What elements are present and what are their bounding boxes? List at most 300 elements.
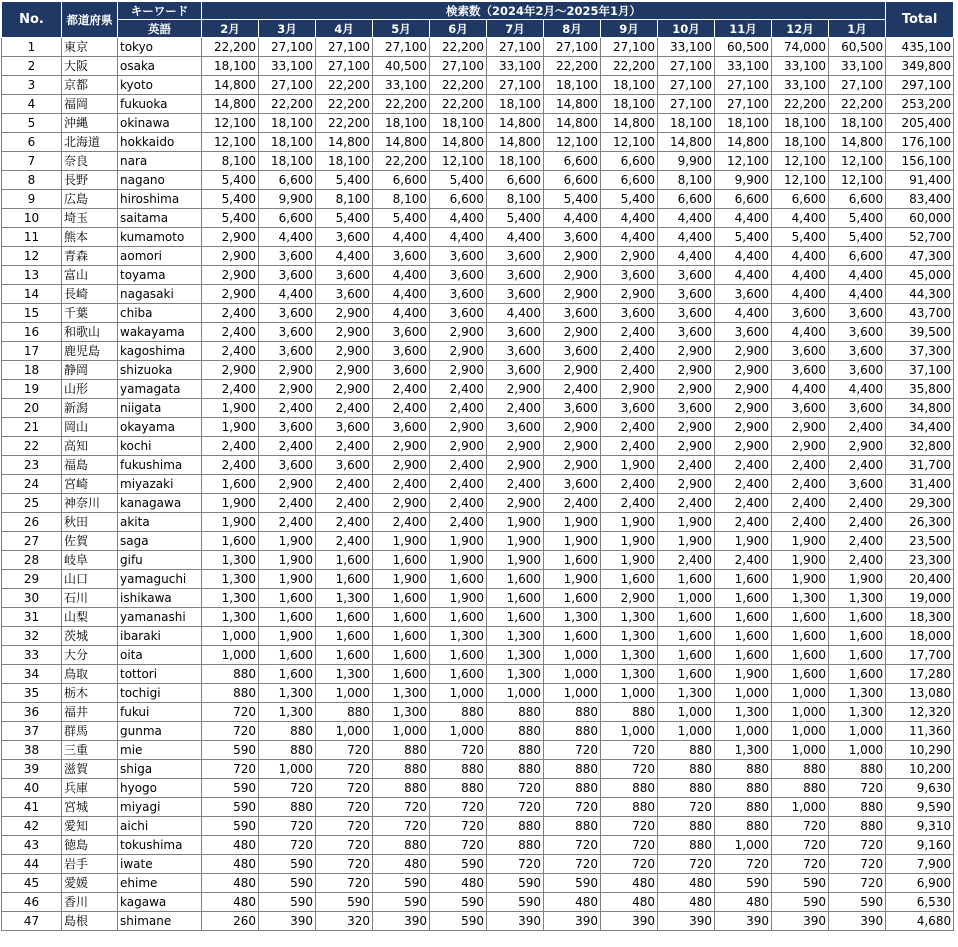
cell-month-value: 1,300 — [487, 646, 544, 665]
cell-prefecture: 佐賀 — [62, 532, 118, 551]
cell-month-value: 2,400 — [715, 494, 772, 513]
table-row — [2, 76, 954, 95]
cell-month-value: 22,200 — [373, 95, 430, 114]
cell-month-value: 2,400 — [259, 513, 316, 532]
cell-month-value: 5,400 — [829, 228, 886, 247]
cell-month-value: 1,000 — [202, 646, 259, 665]
cell-month-value: 2,400 — [772, 456, 829, 475]
cell-month-value: 4,400 — [715, 266, 772, 285]
cell-month-value: 2,900 — [715, 361, 772, 380]
cell-keyword: oita — [118, 646, 202, 665]
cell-month-value: 1,900 — [715, 665, 772, 684]
cell-month-value: 1,300 — [430, 627, 487, 646]
cell-month-value: 1,600 — [715, 608, 772, 627]
cell-month-value: 880 — [544, 760, 601, 779]
cell-month-value: 6,600 — [259, 171, 316, 190]
cell-month-value: 2,900 — [202, 361, 259, 380]
cell-month-value: 2,400 — [544, 494, 601, 513]
cell-month-value: 1,900 — [658, 532, 715, 551]
cell-month-value: 4,400 — [772, 266, 829, 285]
table-row — [2, 209, 954, 228]
cell-month-value: 720 — [430, 817, 487, 836]
cell-month-value: 2,900 — [316, 323, 373, 342]
cell-month-value: 720 — [772, 855, 829, 874]
cell-month-value: 33,100 — [259, 57, 316, 76]
cell-no: 13 — [2, 266, 62, 285]
cell-keyword: kyoto — [118, 76, 202, 95]
cell-total: 9,310 — [886, 817, 954, 836]
cell-month-value: 3,600 — [544, 475, 601, 494]
cell-month-value: 1,000 — [544, 646, 601, 665]
cell-month-value: 1,900 — [601, 513, 658, 532]
cell-month-value: 1,900 — [202, 494, 259, 513]
cell-month-value: 1,900 — [772, 532, 829, 551]
cell-keyword: nagasaki — [118, 285, 202, 304]
cell-month-value: 1,000 — [772, 741, 829, 760]
cell-month-value: 390 — [259, 912, 316, 931]
cell-no: 34 — [2, 665, 62, 684]
cell-no: 44 — [2, 855, 62, 874]
cell-month-value: 880 — [487, 703, 544, 722]
header-search-volume: 検索数（2024年2月～2025年1月） — [202, 2, 886, 20]
cell-month-value: 14,800 — [202, 95, 259, 114]
cell-prefecture: 高知 — [62, 437, 118, 456]
cell-month-value: 880 — [658, 836, 715, 855]
cell-month-value: 2,900 — [430, 342, 487, 361]
cell-month-value: 3,600 — [487, 266, 544, 285]
cell-month-value: 27,100 — [715, 95, 772, 114]
cell-no: 36 — [2, 703, 62, 722]
cell-keyword: ehime — [118, 874, 202, 893]
cell-month-value: 1,600 — [658, 627, 715, 646]
cell-month-value: 1,300 — [658, 684, 715, 703]
cell-prefecture: 熊本 — [62, 228, 118, 247]
cell-month-value: 480 — [715, 893, 772, 912]
cell-total: 156,100 — [886, 152, 954, 171]
cell-month-value: 1,600 — [373, 646, 430, 665]
cell-month-value: 2,900 — [544, 437, 601, 456]
cell-month-value: 2,900 — [715, 342, 772, 361]
table-row — [2, 247, 954, 266]
cell-month-value: 720 — [544, 798, 601, 817]
cell-month-value: 720 — [316, 855, 373, 874]
cell-no: 10 — [2, 209, 62, 228]
cell-total: 176,100 — [886, 133, 954, 152]
cell-month-value: 27,100 — [259, 76, 316, 95]
cell-month-value: 2,900 — [544, 285, 601, 304]
table-row — [2, 741, 954, 760]
cell-month-value: 590 — [259, 855, 316, 874]
cell-month-value: 480 — [658, 893, 715, 912]
cell-month-value: 2,900 — [430, 437, 487, 456]
cell-no: 42 — [2, 817, 62, 836]
cell-month-value: 40,500 — [373, 57, 430, 76]
cell-month-value: 2,900 — [658, 361, 715, 380]
cell-month-value: 2,900 — [316, 342, 373, 361]
cell-month-value: 14,800 — [658, 133, 715, 152]
cell-month-value: 6,600 — [715, 190, 772, 209]
cell-month-value: 1,600 — [772, 627, 829, 646]
cell-month-value: 22,200 — [316, 76, 373, 95]
cell-month-value: 590 — [487, 893, 544, 912]
cell-month-value: 4,400 — [316, 247, 373, 266]
cell-month-value: 1,300 — [829, 589, 886, 608]
cell-month-value: 1,600 — [373, 551, 430, 570]
cell-month-value: 720 — [829, 779, 886, 798]
cell-month-value: 880 — [259, 741, 316, 760]
cell-month-value: 1,600 — [430, 665, 487, 684]
cell-month-value: 1,000 — [829, 741, 886, 760]
cell-month-value: 27,100 — [430, 57, 487, 76]
cell-month-value: 2,900 — [259, 380, 316, 399]
cell-month-value: 3,600 — [487, 323, 544, 342]
cell-month-value: 260 — [202, 912, 259, 931]
cell-month-value: 3,600 — [259, 418, 316, 437]
cell-month-value: 390 — [544, 912, 601, 931]
cell-month-value: 880 — [544, 703, 601, 722]
cell-month-value: 3,600 — [658, 399, 715, 418]
cell-month-value: 5,400 — [829, 209, 886, 228]
cell-keyword: niigata — [118, 399, 202, 418]
cell-prefecture: 徳島 — [62, 836, 118, 855]
cell-month-value: 3,600 — [658, 323, 715, 342]
cell-prefecture: 三重 — [62, 741, 118, 760]
cell-month-value: 4,400 — [487, 228, 544, 247]
table-row — [2, 399, 954, 418]
cell-month-value: 2,400 — [829, 513, 886, 532]
cell-month-value: 2,400 — [715, 456, 772, 475]
table-row — [2, 513, 954, 532]
cell-month-value: 2,400 — [202, 437, 259, 456]
header-month: 4月 — [316, 20, 373, 38]
cell-month-value: 880 — [373, 760, 430, 779]
cell-month-value: 590 — [544, 874, 601, 893]
cell-month-value: 1,600 — [829, 665, 886, 684]
cell-month-value: 1,600 — [202, 532, 259, 551]
cell-month-value: 1,300 — [373, 703, 430, 722]
cell-month-value: 18,100 — [259, 133, 316, 152]
cell-keyword: nara — [118, 152, 202, 171]
cell-month-value: 2,400 — [658, 456, 715, 475]
search-volume-table — [1, 1, 954, 931]
cell-month-value: 22,200 — [430, 38, 487, 57]
cell-month-value: 3,600 — [373, 418, 430, 437]
cell-month-value: 1,300 — [373, 684, 430, 703]
cell-month-value: 720 — [601, 817, 658, 836]
cell-keyword: okayama — [118, 418, 202, 437]
cell-month-value: 1,000 — [772, 684, 829, 703]
cell-no: 33 — [2, 646, 62, 665]
cell-no: 41 — [2, 798, 62, 817]
cell-month-value: 2,400 — [202, 456, 259, 475]
table-row — [2, 684, 954, 703]
cell-total: 11,360 — [886, 722, 954, 741]
cell-month-value: 2,400 — [316, 494, 373, 513]
cell-month-value: 590 — [202, 798, 259, 817]
cell-month-value: 2,400 — [601, 475, 658, 494]
table-row — [2, 722, 954, 741]
cell-keyword: iwate — [118, 855, 202, 874]
cell-month-value: 390 — [487, 912, 544, 931]
cell-month-value: 1,900 — [487, 551, 544, 570]
cell-month-value: 390 — [658, 912, 715, 931]
cell-month-value: 3,600 — [658, 304, 715, 323]
cell-month-value: 3,600 — [259, 323, 316, 342]
cell-month-value: 5,400 — [715, 228, 772, 247]
cell-total: 6,900 — [886, 874, 954, 893]
cell-month-value: 6,600 — [658, 190, 715, 209]
cell-month-value: 22,200 — [373, 152, 430, 171]
cell-month-value: 2,400 — [259, 399, 316, 418]
cell-month-value: 27,100 — [658, 57, 715, 76]
cell-month-value: 590 — [430, 893, 487, 912]
cell-month-value: 720 — [601, 855, 658, 874]
cell-prefecture: 沖縄 — [62, 114, 118, 133]
cell-month-value: 4,400 — [829, 380, 886, 399]
cell-keyword: ishikawa — [118, 589, 202, 608]
cell-keyword: fukui — [118, 703, 202, 722]
cell-month-value: 2,900 — [202, 247, 259, 266]
cell-month-value: 880 — [487, 722, 544, 741]
cell-prefecture: 宮崎 — [62, 475, 118, 494]
cell-month-value: 4,400 — [430, 209, 487, 228]
cell-month-value: 1,300 — [715, 703, 772, 722]
cell-total: 17,280 — [886, 665, 954, 684]
cell-month-value: 3,600 — [373, 323, 430, 342]
cell-month-value: 480 — [202, 893, 259, 912]
cell-month-value: 880 — [430, 760, 487, 779]
table-row — [2, 95, 954, 114]
cell-month-value: 590 — [373, 893, 430, 912]
cell-total: 32,800 — [886, 437, 954, 456]
cell-month-value: 720 — [373, 817, 430, 836]
cell-month-value: 2,900 — [601, 589, 658, 608]
cell-month-value: 880 — [772, 779, 829, 798]
cell-month-value: 2,900 — [772, 437, 829, 456]
cell-month-value: 22,200 — [544, 57, 601, 76]
cell-month-value: 590 — [259, 893, 316, 912]
cell-month-value: 8,100 — [487, 190, 544, 209]
cell-month-value: 2,900 — [544, 418, 601, 437]
cell-month-value: 5,400 — [544, 190, 601, 209]
cell-total: 23,300 — [886, 551, 954, 570]
cell-month-value: 27,100 — [829, 76, 886, 95]
cell-prefecture: 群馬 — [62, 722, 118, 741]
cell-total: 31,400 — [886, 475, 954, 494]
cell-month-value: 590 — [715, 874, 772, 893]
cell-month-value: 8,100 — [373, 190, 430, 209]
cell-no: 28 — [2, 551, 62, 570]
cell-month-value: 33,100 — [715, 57, 772, 76]
cell-month-value: 1,900 — [829, 570, 886, 589]
cell-month-value: 1,600 — [202, 475, 259, 494]
cell-total: 297,100 — [886, 76, 954, 95]
cell-month-value: 1,000 — [658, 589, 715, 608]
cell-month-value: 720 — [772, 836, 829, 855]
cell-total: 43,700 — [886, 304, 954, 323]
cell-month-value: 1,300 — [829, 703, 886, 722]
table-row — [2, 627, 954, 646]
cell-month-value: 720 — [430, 741, 487, 760]
cell-month-value: 2,900 — [544, 323, 601, 342]
cell-month-value: 720 — [202, 722, 259, 741]
cell-month-value: 1,000 — [658, 722, 715, 741]
cell-keyword: tochigi — [118, 684, 202, 703]
cell-month-value: 480 — [544, 893, 601, 912]
cell-month-value: 1,300 — [259, 684, 316, 703]
cell-month-value: 18,100 — [601, 76, 658, 95]
cell-month-value: 880 — [829, 760, 886, 779]
cell-keyword: yamanashi — [118, 608, 202, 627]
cell-month-value: 880 — [202, 665, 259, 684]
cell-no: 2 — [2, 57, 62, 76]
cell-month-value: 3,600 — [316, 228, 373, 247]
cell-month-value: 2,900 — [259, 475, 316, 494]
cell-total: 91,400 — [886, 171, 954, 190]
cell-month-value: 3,600 — [487, 418, 544, 437]
header-month: 9月 — [601, 20, 658, 38]
cell-total: 18,300 — [886, 608, 954, 627]
cell-month-value: 3,600 — [829, 399, 886, 418]
cell-month-value: 1,000 — [715, 722, 772, 741]
cell-prefecture: 大阪 — [62, 57, 118, 76]
cell-month-value: 14,800 — [316, 133, 373, 152]
cell-total: 18,000 — [886, 627, 954, 646]
cell-month-value: 720 — [829, 874, 886, 893]
cell-prefecture: 石川 — [62, 589, 118, 608]
cell-month-value: 1,000 — [715, 684, 772, 703]
cell-month-value: 18,100 — [259, 114, 316, 133]
cell-total: 37,100 — [886, 361, 954, 380]
cell-month-value: 18,100 — [259, 152, 316, 171]
cell-month-value: 1,000 — [715, 836, 772, 855]
cell-month-value: 3,600 — [259, 266, 316, 285]
cell-no: 23 — [2, 456, 62, 475]
cell-month-value: 1,600 — [772, 665, 829, 684]
cell-total: 20,400 — [886, 570, 954, 589]
cell-month-value: 14,800 — [487, 114, 544, 133]
cell-no: 32 — [2, 627, 62, 646]
cell-month-value: 720 — [430, 798, 487, 817]
cell-month-value: 1,600 — [259, 646, 316, 665]
cell-month-value: 2,400 — [430, 494, 487, 513]
cell-month-value: 1,000 — [658, 703, 715, 722]
table-row — [2, 323, 954, 342]
cell-prefecture: 福岡 — [62, 95, 118, 114]
cell-month-value: 4,400 — [601, 228, 658, 247]
cell-month-value: 12,100 — [772, 152, 829, 171]
cell-month-value: 2,900 — [430, 323, 487, 342]
cell-month-value: 390 — [373, 912, 430, 931]
cell-keyword: kumamoto — [118, 228, 202, 247]
cell-month-value: 2,900 — [316, 304, 373, 323]
cell-month-value: 6,600 — [829, 190, 886, 209]
cell-month-value: 2,900 — [544, 266, 601, 285]
cell-month-value: 2,900 — [544, 361, 601, 380]
cell-month-value: 1,600 — [658, 570, 715, 589]
cell-keyword: ibaraki — [118, 627, 202, 646]
cell-no: 18 — [2, 361, 62, 380]
cell-month-value: 5,400 — [316, 171, 373, 190]
cell-prefecture: 岐阜 — [62, 551, 118, 570]
cell-month-value: 3,600 — [430, 285, 487, 304]
cell-month-value: 1,600 — [316, 570, 373, 589]
cell-month-value: 2,900 — [601, 380, 658, 399]
cell-total: 45,000 — [886, 266, 954, 285]
cell-prefecture: 福井 — [62, 703, 118, 722]
table-body — [2, 38, 954, 931]
cell-month-value: 8,100 — [658, 171, 715, 190]
cell-prefecture: 青森 — [62, 247, 118, 266]
cell-month-value: 3,600 — [772, 304, 829, 323]
cell-month-value: 1,600 — [430, 646, 487, 665]
cell-month-value: 1,900 — [601, 456, 658, 475]
cell-month-value: 3,600 — [430, 247, 487, 266]
cell-month-value: 4,400 — [658, 228, 715, 247]
cell-prefecture: 埼玉 — [62, 209, 118, 228]
cell-month-value: 880 — [658, 817, 715, 836]
cell-month-value: 1,900 — [544, 532, 601, 551]
cell-month-value: 18,100 — [487, 152, 544, 171]
table-row — [2, 418, 954, 437]
cell-month-value: 2,900 — [316, 361, 373, 380]
cell-month-value: 1,600 — [658, 646, 715, 665]
cell-month-value: 12,100 — [601, 133, 658, 152]
cell-no: 27 — [2, 532, 62, 551]
cell-month-value: 3,600 — [601, 399, 658, 418]
cell-no: 20 — [2, 399, 62, 418]
cell-total: 349,800 — [886, 57, 954, 76]
cell-month-value: 720 — [658, 855, 715, 874]
cell-total: 17,700 — [886, 646, 954, 665]
cell-total: 60,000 — [886, 209, 954, 228]
table-row — [2, 437, 954, 456]
cell-month-value: 2,400 — [829, 551, 886, 570]
cell-month-value: 4,400 — [259, 228, 316, 247]
cell-month-value: 1,900 — [259, 627, 316, 646]
cell-prefecture: 大分 — [62, 646, 118, 665]
cell-month-value: 6,600 — [829, 247, 886, 266]
cell-keyword: shizuoka — [118, 361, 202, 380]
cell-month-value: 880 — [601, 798, 658, 817]
cell-month-value: 3,600 — [601, 304, 658, 323]
cell-month-value: 880 — [373, 779, 430, 798]
cell-total: 9,590 — [886, 798, 954, 817]
cell-month-value: 1,900 — [544, 513, 601, 532]
table-row — [2, 285, 954, 304]
cell-keyword: wakayama — [118, 323, 202, 342]
cell-month-value: 2,900 — [658, 475, 715, 494]
cell-month-value: 1,600 — [487, 589, 544, 608]
cell-month-value: 5,400 — [202, 171, 259, 190]
cell-month-value: 1,600 — [259, 589, 316, 608]
header-month: 5月 — [373, 20, 430, 38]
cell-month-value: 14,800 — [430, 133, 487, 152]
cell-month-value: 4,400 — [430, 228, 487, 247]
cell-month-value: 1,900 — [430, 589, 487, 608]
cell-month-value: 1,300 — [829, 684, 886, 703]
cell-month-value: 1,300 — [316, 589, 373, 608]
cell-month-value: 6,600 — [601, 152, 658, 171]
table-row — [2, 38, 954, 57]
cell-month-value: 1,600 — [259, 665, 316, 684]
cell-month-value: 2,900 — [658, 418, 715, 437]
cell-month-value: 2,400 — [430, 475, 487, 494]
cell-month-value: 2,900 — [202, 285, 259, 304]
cell-month-value: 1,900 — [772, 570, 829, 589]
table-row — [2, 608, 954, 627]
cell-month-value: 1,600 — [715, 627, 772, 646]
